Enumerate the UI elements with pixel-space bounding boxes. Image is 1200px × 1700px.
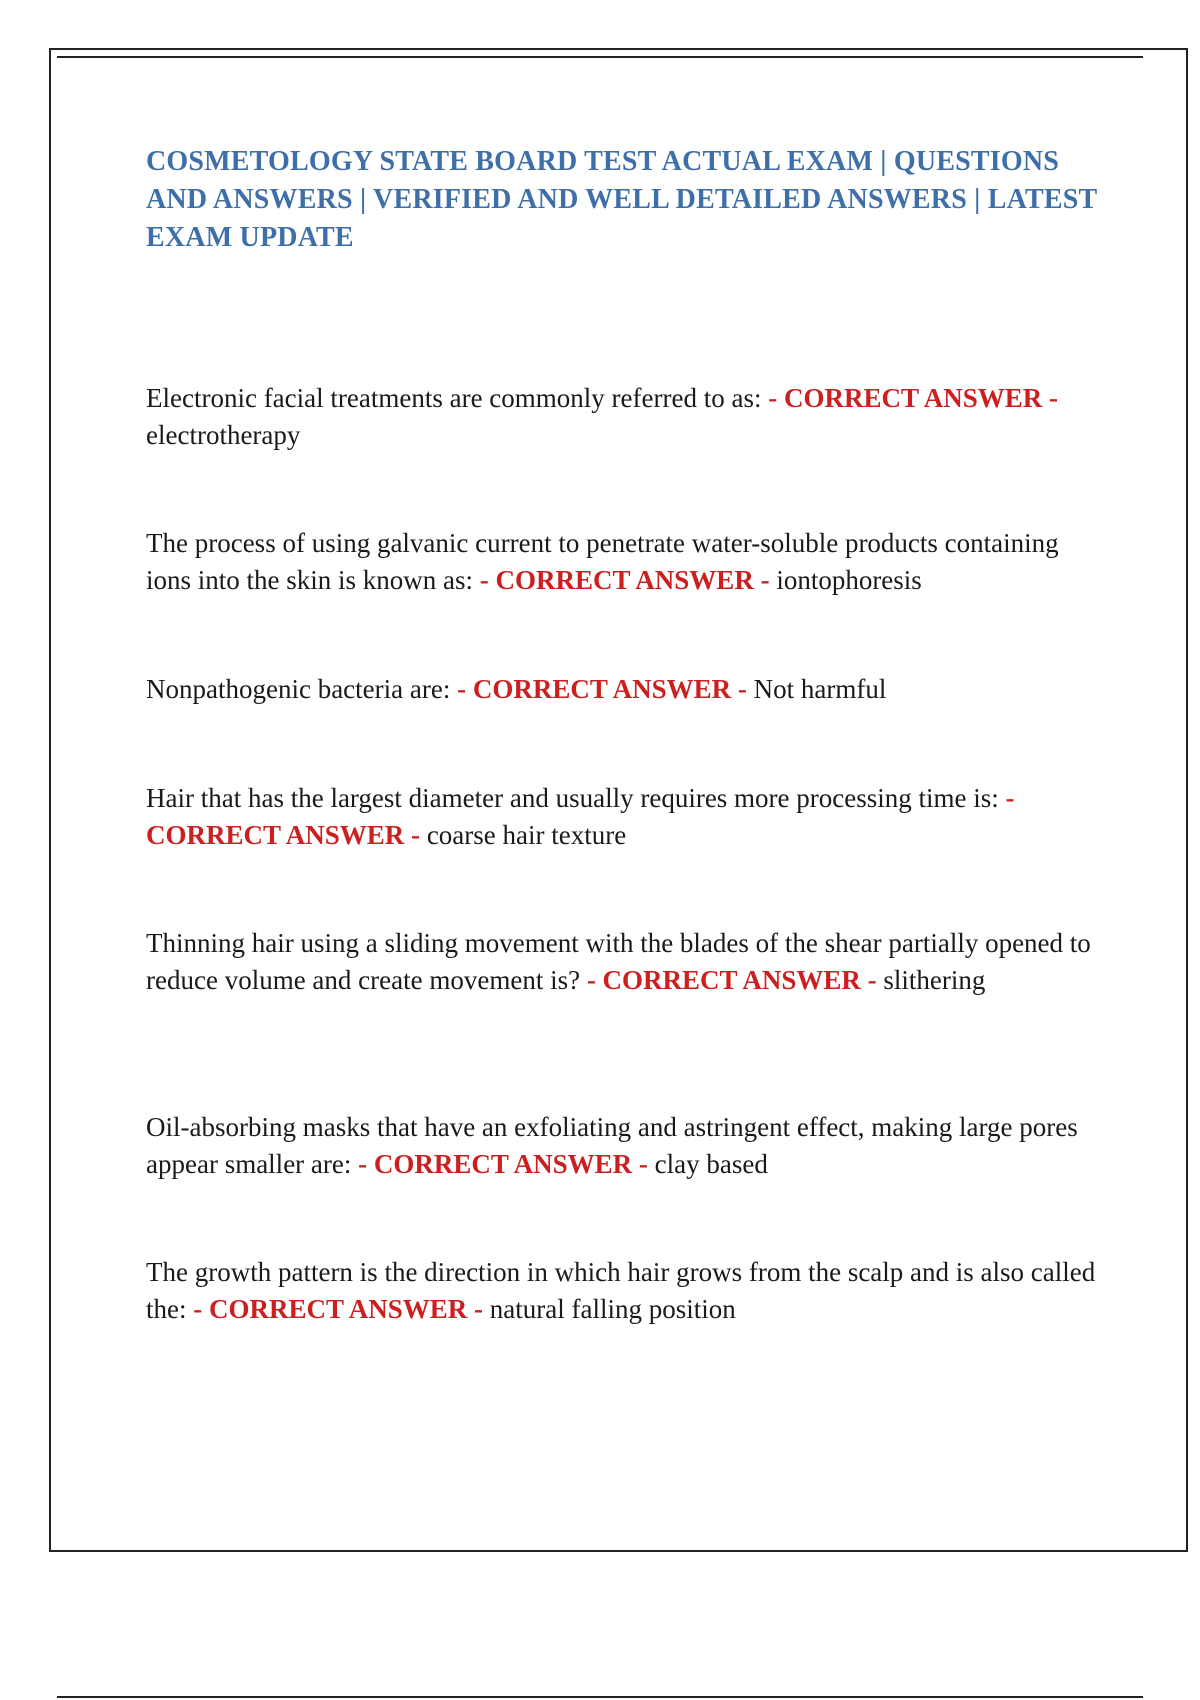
question-text: Oil-absorbing masks that have an exfoliating and astringent effect, making large pores appear smaller are: <box>146 1112 1078 1179</box>
answer-text: electrotherapy <box>146 420 301 450</box>
answer-text: natural falling position <box>489 1294 736 1324</box>
qa-item-6 <box>146 1109 1106 1183</box>
correct-answer-marker: - CORRECT ANSWER - <box>479 565 770 595</box>
qa-item-4 <box>146 780 1106 854</box>
footer-rule <box>57 1696 1143 1698</box>
correct-answer-marker: - CORRECT ANSWER - <box>586 965 877 995</box>
qa-item-2 <box>146 525 1106 599</box>
header-rule <box>57 56 1143 58</box>
correct-answer-marker: - CORRECT ANSWER - <box>768 383 1058 413</box>
answer-text: coarse hair texture <box>426 820 627 850</box>
qa-item-5 <box>146 925 1106 999</box>
answer-text: clay based <box>654 1149 768 1179</box>
qa-item-3 <box>146 671 1106 708</box>
correct-answer-marker: - CORRECT ANSWER - <box>146 783 1015 850</box>
document-title: COSMETOLOGY STATE BOARD TEST ACTUAL EXAM | QUESTIONS AND ANSWERS | VERIFIED AND WELL DETAILED ANSWERS | LATEST EXAM UPDATE <box>146 146 1097 253</box>
answer-text: Not harmful <box>753 674 887 704</box>
answer-text: slithering <box>883 965 986 995</box>
answer-text: iontophoresis <box>776 565 922 595</box>
correct-answer-marker: - CORRECT ANSWER - <box>457 674 747 704</box>
question-text: Nonpathogenic bacteria are: <box>146 674 451 704</box>
question-text: The growth pattern is the direction in which hair grows from the scalp and is also called the: <box>146 1257 1096 1324</box>
correct-answer-marker: - CORRECT ANSWER - <box>358 1149 648 1179</box>
qa-item-7 <box>146 1254 1106 1328</box>
correct-answer-marker: - CORRECT ANSWER - <box>193 1294 484 1324</box>
question-text: Electronic facial treatments are commonly referred to as: <box>146 383 762 413</box>
qa-item-1 <box>146 380 1106 454</box>
question-text: Thinning hair using a sliding movement with the blades of the shear partially opened to reduce volume and create movement is? <box>146 928 1091 995</box>
question-text: The process of using galvanic current to penetrate water-soluble products containing ions into the skin is known as: <box>146 528 1059 595</box>
question-text: Hair that has the largest diameter and usually requires more processing time is: <box>146 783 999 813</box>
